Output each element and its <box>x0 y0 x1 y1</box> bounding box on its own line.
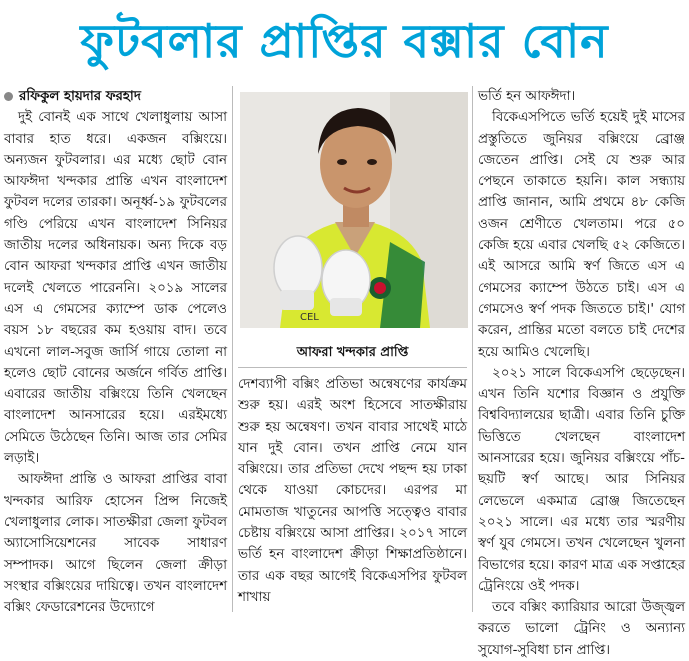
article-column-2 <box>238 374 467 612</box>
photo-caption: আফরা খন্দকার প্রাপ্তি <box>296 345 409 360</box>
caption-divider <box>238 367 467 368</box>
bullet-icon <box>4 92 13 101</box>
paragraph: ভর্তি হন আফঈদা। <box>478 89 576 104</box>
paragraph: বিকেএসপিতে ভর্তি হয়েই দুই মাসের প্রস্তুতিতে জুনিয়র বক্সিংয়ে ব্রোঞ্জ জেতেন প্রাপ্তি। সেই যে শুরু আর পেছনে তাকাতে হয়নি। কাল সন্ধ্যায় প্রাপ্তি জানান, আমি প্রথমে ৪৮ কেজি ওজন শ্রেণীতে খেলতাম। পরে ৫০ কেজি হয়ে এবার খেলছি ৫২ কেজিতে। এই আসরে আমি স্বর্ণ জিতে এস এ গেমসের ক্যাম্পে উঠতে চাই। এস এ গেমসেও স্বর্ণ পদক জিততে চাই।' যোগ করেন, প্রান্তির মতো বলতে চাই দেশের হয়ে আমিও খেলেছি। <box>478 110 685 360</box>
boxer-photo <box>240 92 468 328</box>
paragraph: দেশব্যাপী বক্সিং প্রতিভা অন্বেষণের কার্যক্রম শুরু হয়। এরই অংশ হিসেবে সাতক্ষীরায় শুরু হয় অন্বেষণ। তখন বাবার সাথেই মাঠে যান দুই বোন। তখন প্রাপ্তি নেমে যান বক্সিংয়ে। তার প্রতিভা দেখে পছন্দ হয় ঢাকা থেকে যাওয়া কোচদের। এরপর মা মোমতাজ খাতুনের আপত্তি সত্ত্বেও বাবার চেষ্টায় বক্সিংয়ে আসা প্রাপ্তির। ২০১৭ সালে ভর্তি হন বাংলাদেশ ক্রীড়া শিক্ষাপ্রতিষ্ঠানে। তার এক বছর আগেই বিকেএসপির ফুটবল শাখায় <box>238 377 467 605</box>
article-column-1 <box>4 86 227 616</box>
boxer-photo-illustration <box>240 92 468 328</box>
article-column-3 <box>478 86 685 658</box>
column-divider <box>472 86 473 612</box>
byline <box>4 86 227 107</box>
paragraph: ২০২১ সালে বিকেএসপি ছেড়েছেন। এখন তিনি যশোর বিজ্ঞান ও প্রযুক্তি বিশ্ববিদ্যালয়ের ছাত্রী। এবার তিনি চুক্তি ভিত্তিতে খেলছেন বাংলাদেশ আনসারের হয়ে। জুনিয়র বক্সিংয়ে পাঁচ-ছয়টি স্বর্ণ আছে। আর সিনিয়র লেভেলে একমাত্র ব্রোঞ্জ জিতেছেন ২০২১ সালে। এর মধ্যে তার স্মরণীয় স্বর্ণ যুব গেমসে। তখন খেলেছেন খুলনা বিভাগের হয়ে। কারণ মাত্র এক সপ্তাহের ট্রেনিংয়ে ওই পদক। <box>478 365 685 594</box>
column-divider <box>232 86 233 612</box>
jersey-text: CEL <box>300 312 319 323</box>
byline-author: রফিকুল হায়দার ফরহাদ <box>19 89 141 104</box>
paragraph: আফঈদা প্রান্তি ও আফরা প্রাপ্তির বাবা খন্দকার আরিফ হোসেন প্রিন্স নিজেই খেলাধুলার লোক। সাতক্ষীরা জেলা ফুটবল অ্যাসোসিয়েশনের সাবেক সাধারণ সম্পাদক। আগে ছিলেন জেলা ক্রীড়া সংস্থার বক্সিংয়ের দায়িত্বে। তখন বাংলাদেশ বক্সিং ফেডারেশনের উদ্যোগে <box>4 472 227 616</box>
paragraph: তবে বক্সিং ক্যারিয়ার আরো উজ্জ্বল করতে ভালো ট্রেনিং ও অন্যান্য সুযোগ-সুবিধা চান প্রাপ্তি। <box>478 600 685 658</box>
paragraph: দুই বোনই এক সাথে খেলাধুলায় আসা বাবার হাত ধরে। একজন বক্সিংয়ে। অন্যজন ফুটবলার। এর মধ্যে ছোট বোন আফঈদা খন্দকার প্রান্তি এখন বাংলাদেশ ফুটবল দলের তারকা। অনূর্ধ্ব-১৯ ফুটবলের গণ্ডি পেরিয়ে এখন বাংলাদেশ সিনিয়র জাতীয় দলের অধিনায়ক। অন্য দিকে বড় বোন আফরা খন্দকার প্রাপ্তি এখন জাতীয় দলেই খেলতে পারেননি। ২০১৯ সালের এস এ গেমসের ক্যাম্পে ডাক পেলেও বয়স ১৮ বছরের কম হওয়ায় বাদ। তবে এখনো লাল-সবুজ জার্সি গায়ে তোলা না হলেও ছোট বোনের অর্জনে গর্বিত প্রাপ্তি। এবারের জাতীয় বক্সিংয়ে তিনি খেলছেন বাংলাদেশ আনসারের হয়ে। এরইমধ্যে সেমিতে উঠেছেন তিনি। আজ তার সেমির লড়াই। <box>4 110 227 467</box>
headline: ফুটবলার প্রাপ্তির বক্সার বোন <box>80 14 609 68</box>
